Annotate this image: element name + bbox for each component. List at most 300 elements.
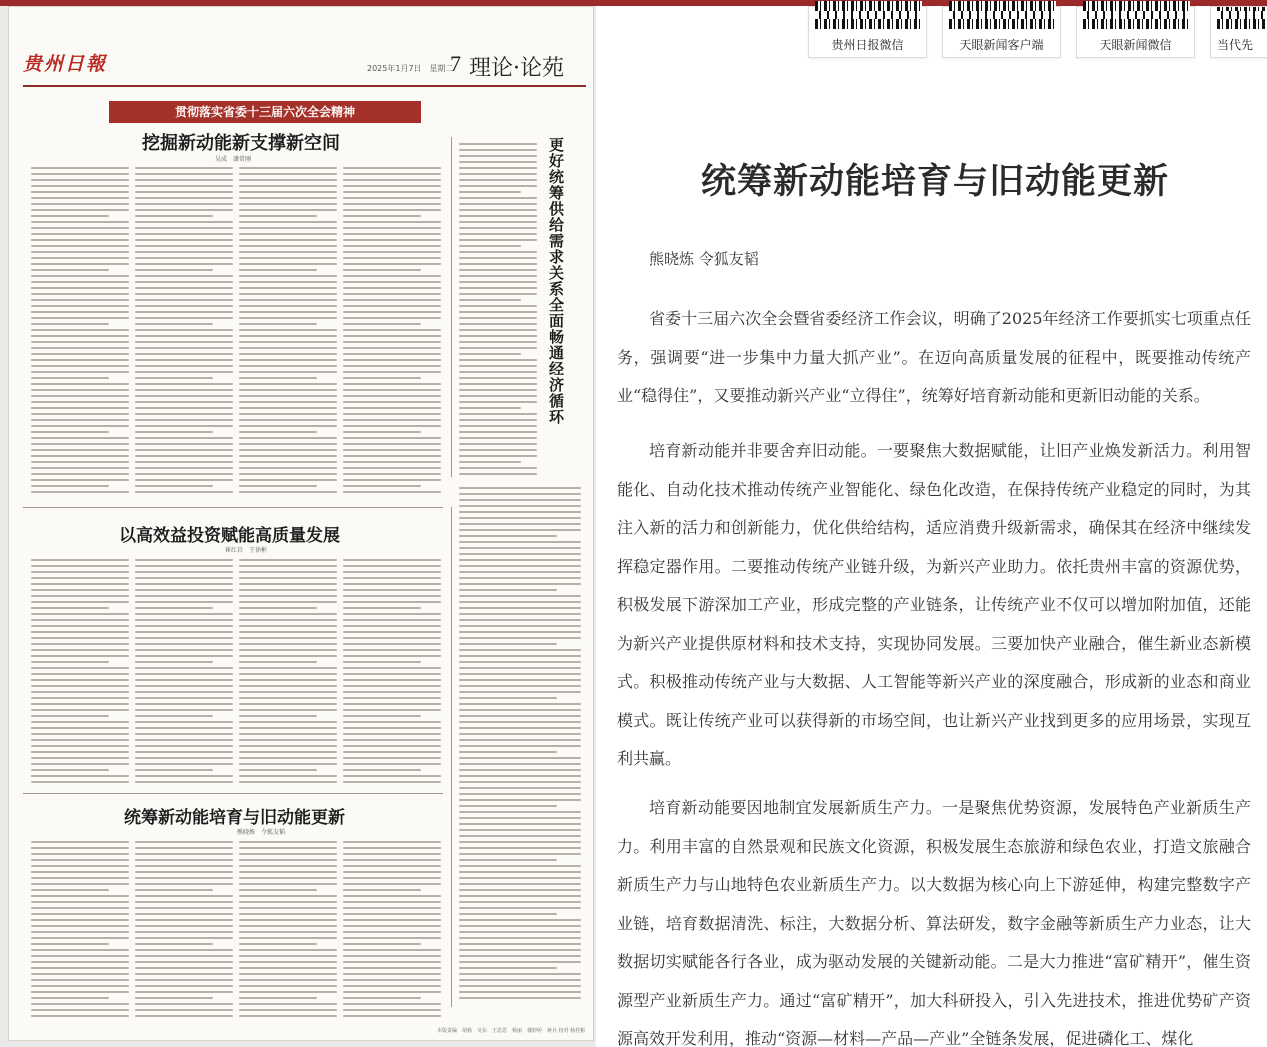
text-line-placeholder: [239, 619, 337, 621]
text-line-placeholder: [135, 889, 213, 891]
text-line-placeholder: [31, 925, 129, 927]
text-line-placeholder: [31, 937, 129, 939]
text-line-placeholder: [343, 775, 441, 777]
text-line-placeholder: [239, 637, 337, 639]
article-3-headline[interactable]: 统筹新动能培育与旧动能更新: [124, 808, 345, 828]
text-line-placeholder: [135, 781, 233, 783]
text-line-placeholder: [135, 383, 233, 385]
article-3-col-3[interactable]: [239, 841, 337, 1021]
text-line-placeholder: [239, 583, 337, 585]
text-line-placeholder: [343, 257, 441, 259]
text-line-placeholder: [135, 377, 213, 379]
text-line-placeholder: [31, 437, 129, 439]
text-line-placeholder: [239, 347, 337, 349]
text-line-placeholder: [239, 727, 337, 729]
text-line-placeholder: [31, 961, 129, 963]
text-line-placeholder: [31, 347, 129, 349]
text-line-placeholder: [31, 775, 129, 777]
text-line-placeholder: [135, 577, 233, 579]
text-line-placeholder: [31, 895, 129, 897]
column-divider: [451, 507, 452, 1007]
text-line-placeholder: [135, 443, 233, 445]
text-line-placeholder: [459, 961, 581, 963]
text-line-placeholder: [239, 769, 317, 771]
text-line-placeholder: [239, 859, 337, 861]
text-line-placeholder: [31, 311, 129, 313]
text-line-placeholder: [31, 263, 129, 265]
text-line-placeholder: [135, 461, 233, 463]
text-line-placeholder: [31, 365, 129, 367]
text-line-placeholder: [135, 263, 233, 265]
text-line-placeholder: [31, 287, 129, 289]
qr-code-icon: [815, 1, 922, 29]
text-line-placeholder: [459, 395, 537, 397]
text-line-placeholder: [31, 559, 129, 561]
text-line-placeholder: [135, 473, 233, 475]
text-line-placeholder: [31, 871, 129, 873]
text-line-placeholder: [459, 263, 537, 265]
text-line-placeholder: [343, 215, 421, 217]
text-line-placeholder: [459, 979, 581, 981]
text-line-placeholder: [239, 239, 337, 241]
text-line-placeholder: [135, 1003, 233, 1005]
text-line-placeholder: [31, 1003, 129, 1005]
text-line-placeholder: [135, 281, 233, 283]
text-line-placeholder: [239, 305, 337, 307]
text-line-placeholder: [31, 185, 129, 187]
text-line-placeholder: [239, 925, 337, 927]
text-line-placeholder: [135, 907, 233, 909]
text-line-placeholder: [459, 455, 537, 457]
text-line-placeholder: [239, 967, 337, 969]
text-line-placeholder: [135, 317, 233, 319]
text-line-placeholder: [343, 589, 441, 591]
text-line-placeholder: [135, 571, 233, 573]
text-line-placeholder: [239, 365, 337, 367]
text-line-placeholder: [135, 275, 233, 277]
text-line-placeholder: [239, 257, 337, 259]
text-line-placeholder: [31, 419, 129, 421]
text-line-placeholder: [135, 215, 213, 217]
text-line-placeholder: [135, 1009, 233, 1011]
text-line-placeholder: [239, 679, 337, 681]
text-line-placeholder: [343, 997, 421, 999]
text-line-placeholder: [31, 955, 129, 957]
section-divider: [23, 507, 443, 508]
qr-code-label: 天眼新闻微信: [1099, 38, 1172, 52]
text-line-placeholder: [31, 425, 129, 427]
text-line-placeholder: [343, 395, 441, 397]
text-line-placeholder: [135, 341, 233, 343]
text-line-placeholder: [459, 685, 581, 687]
text-line-placeholder: [135, 203, 233, 205]
text-line-placeholder: [459, 335, 537, 337]
text-line-placeholder: [239, 395, 337, 397]
text-line-placeholder: [135, 565, 233, 567]
text-line-placeholder: [343, 371, 441, 373]
text-line-placeholder: [459, 517, 581, 519]
text-line-placeholder: [459, 697, 557, 699]
text-line-placeholder: [135, 437, 233, 439]
text-line-placeholder: [31, 571, 129, 573]
text-line-placeholder: [343, 293, 441, 295]
text-line-placeholder: [459, 535, 557, 537]
text-line-placeholder: [459, 269, 537, 271]
text-line-placeholder: [459, 425, 537, 427]
text-line-placeholder: [239, 655, 337, 657]
text-line-placeholder: [459, 419, 537, 421]
text-line-placeholder: [239, 949, 337, 951]
text-line-placeholder: [31, 673, 129, 675]
text-line-placeholder: [239, 757, 337, 759]
article-2-col-2[interactable]: [135, 559, 233, 787]
text-line-placeholder: [459, 317, 537, 319]
text-line-placeholder: [343, 979, 441, 981]
text-line-placeholder: [459, 715, 581, 717]
text-line-placeholder: [459, 413, 537, 415]
text-line-placeholder: [135, 583, 233, 585]
text-line-placeholder: [459, 907, 581, 909]
text-line-placeholder: [343, 245, 441, 247]
text-line-placeholder: [459, 913, 557, 915]
text-line-placeholder: [459, 227, 537, 229]
article-1-col-4[interactable]: [343, 167, 441, 497]
article-3-col-4[interactable]: [343, 841, 441, 1021]
text-line-placeholder: [343, 973, 441, 975]
text-line-placeholder: [459, 841, 581, 843]
qr-code-icon: [949, 1, 1056, 29]
text-line-placeholder: [239, 931, 337, 933]
text-line-placeholder: [135, 269, 213, 271]
text-line-placeholder: [459, 347, 537, 349]
text-line-placeholder: [239, 625, 337, 627]
text-line-placeholder: [135, 299, 233, 301]
text-line-placeholder: [459, 739, 581, 741]
article-authors: 熊晓炼 令狐友韬: [649, 250, 759, 268]
text-line-placeholder: [459, 449, 537, 451]
text-line-placeholder: [135, 221, 233, 223]
text-line-placeholder: [31, 275, 129, 277]
text-line-placeholder: [239, 293, 337, 295]
text-line-placeholder: [239, 407, 337, 409]
newspaper-page[interactable]: [8, 6, 594, 1041]
text-line-placeholder: [135, 715, 213, 717]
text-line-placeholder: [343, 757, 441, 759]
text-line-placeholder: [135, 185, 233, 187]
text-line-placeholder: [31, 239, 129, 241]
text-line-placeholder: [31, 931, 129, 933]
text-line-placeholder: [343, 287, 441, 289]
text-line-placeholder: [31, 269, 109, 271]
text-line-placeholder: [31, 191, 129, 193]
text-line-placeholder: [135, 955, 233, 957]
text-line-placeholder: [459, 589, 557, 591]
text-line-placeholder: [343, 691, 441, 693]
text-line-placeholder: [343, 209, 441, 211]
text-line-placeholder: [135, 997, 213, 999]
text-line-placeholder: [239, 359, 337, 361]
text-line-placeholder: [135, 407, 233, 409]
text-line-placeholder: [343, 661, 421, 663]
text-line-placeholder: [135, 167, 233, 169]
text-line-placeholder: [31, 781, 129, 783]
sidebar-article-col-2[interactable]: [459, 487, 581, 1003]
text-line-placeholder: [239, 269, 317, 271]
text-line-placeholder: [135, 293, 233, 295]
text-line-placeholder: [31, 467, 129, 469]
article-3-col-2[interactable]: [135, 841, 233, 1021]
text-line-placeholder: [343, 179, 441, 181]
text-line-placeholder: [239, 377, 317, 379]
text-line-placeholder: [135, 667, 233, 669]
text-line-placeholder: [31, 1009, 129, 1011]
text-line-placeholder: [459, 727, 581, 729]
text-line-placeholder: [239, 485, 317, 487]
text-line-placeholder: [135, 419, 233, 421]
text-line-placeholder: [459, 799, 581, 801]
text-line-placeholder: [343, 401, 441, 403]
qr-code-card[interactable]: [1076, 6, 1195, 58]
article-2-col-1[interactable]: [31, 559, 129, 787]
text-line-placeholder: [239, 371, 337, 373]
text-line-placeholder: [135, 425, 233, 427]
text-line-placeholder: [459, 613, 581, 615]
text-line-placeholder: [31, 913, 129, 915]
text-line-placeholder: [343, 491, 441, 493]
article-2-col-4[interactable]: [343, 559, 441, 787]
text-line-placeholder: [459, 311, 537, 313]
text-line-placeholder: [459, 323, 537, 325]
text-line-placeholder: [459, 709, 581, 711]
text-line-placeholder: [239, 401, 337, 403]
text-line-placeholder: [343, 859, 441, 861]
text-line-placeholder: [459, 431, 537, 433]
text-line-placeholder: [135, 733, 233, 735]
text-line-placeholder: [239, 461, 337, 463]
text-line-placeholder: [459, 973, 581, 975]
text-line-placeholder: [239, 173, 337, 175]
text-line-placeholder: [459, 221, 537, 223]
qr-code-label: 当代先: [1217, 38, 1254, 52]
text-line-placeholder: [31, 745, 129, 747]
text-line-placeholder: [343, 455, 441, 457]
article-2-col-3[interactable]: [239, 559, 337, 787]
text-line-placeholder: [239, 871, 337, 873]
text-line-placeholder: [459, 149, 537, 151]
text-line-placeholder: [31, 317, 129, 319]
text-line-placeholder: [239, 997, 317, 999]
text-line-placeholder: [31, 461, 129, 463]
text-line-placeholder: [343, 583, 441, 585]
vertical-headline[interactable]: 更好统筹供给需求关系全面畅通经济循环: [547, 137, 565, 425]
text-line-placeholder: [343, 233, 441, 235]
text-line-placeholder: [31, 479, 129, 481]
text-line-placeholder: [135, 323, 213, 325]
text-line-placeholder: [239, 335, 337, 337]
sidebar-article-col[interactable]: [459, 143, 537, 479]
text-line-placeholder: [343, 679, 441, 681]
text-line-placeholder: [459, 631, 581, 633]
text-line-placeholder: [239, 607, 317, 609]
text-line-placeholder: [31, 943, 109, 945]
text-line-placeholder: [343, 305, 441, 307]
text-line-placeholder: [31, 655, 129, 657]
text-line-placeholder: [239, 841, 337, 843]
text-line-placeholder: [135, 329, 233, 331]
text-line-placeholder: [459, 401, 537, 403]
text-line-placeholder: [459, 359, 537, 361]
text-line-placeholder: [343, 667, 441, 669]
text-line-placeholder: [239, 979, 337, 981]
text-line-placeholder: [343, 173, 441, 175]
text-line-placeholder: [343, 889, 421, 891]
text-line-placeholder: [459, 161, 537, 163]
text-line-placeholder: [239, 275, 337, 277]
text-line-placeholder: [459, 871, 581, 873]
text-line-placeholder: [459, 407, 521, 409]
text-line-placeholder: [239, 715, 317, 717]
text-line-placeholder: [135, 449, 233, 451]
text-line-placeholder: [31, 853, 129, 855]
text-line-placeholder: [459, 643, 557, 645]
text-line-placeholder: [343, 715, 421, 717]
article-1-headline[interactable]: 挖掘新动能新支撑新空间: [142, 133, 340, 154]
text-line-placeholder: [343, 377, 421, 379]
text-line-placeholder: [343, 943, 421, 945]
text-line-placeholder: [135, 913, 233, 915]
text-line-placeholder: [459, 191, 521, 193]
text-line-placeholder: [135, 871, 233, 873]
article-1-col-2[interactable]: [135, 167, 233, 497]
text-line-placeholder: [343, 847, 441, 849]
article-paragraph: 培育新动能要因地制宜发展新质生产力。一是聚焦优势资源，发展特色产业新质生产力。利用丰富的自然景观和民族文化资源，积极发展生态旅游和绿色农业，打造文旅融合新质生产力与山地特色农业新质生产力。以大数据为核心向上下游延伸，构建完整数字产业链，培育数据清洗、标注，大数据分析、算法研发，数字金融等新质生产力业态，让大数据切实赋能各行各业，成为驱动发展的关键新动能。二是大力推进“富矿精开”，催生资源型产业新质生产力。通过“富矿精开”，加大科研投入，引入先进技术，推进优势矿产资源高效开发利用，推动“资源—材料—产品—产业”全链条发展，促进磷化工、煤化: [617, 798, 1251, 1047]
text-line-placeholder: [31, 877, 129, 879]
text-line-placeholder: [239, 559, 337, 561]
text-line-placeholder: [459, 637, 581, 639]
topic-banner: 贯彻落实省委十三届六次全会精神: [109, 101, 421, 123]
text-line-placeholder: [31, 227, 129, 229]
text-line-placeholder: [31, 449, 129, 451]
article-1-col-3[interactable]: [239, 167, 337, 497]
text-line-placeholder: [459, 931, 581, 933]
text-line-placeholder: [459, 257, 537, 259]
text-line-placeholder: [31, 389, 129, 391]
qr-code-card[interactable]: [1210, 6, 1267, 58]
text-line-placeholder: [31, 973, 129, 975]
text-line-placeholder: [135, 847, 233, 849]
text-line-placeholder: [239, 853, 337, 855]
text-line-placeholder: [31, 709, 129, 711]
text-line-placeholder: [459, 209, 537, 211]
text-line-placeholder: [459, 919, 581, 921]
text-line-placeholder: [459, 943, 581, 945]
text-line-placeholder: [459, 467, 537, 469]
text-line-placeholder: [459, 889, 581, 891]
text-line-placeholder: [459, 511, 581, 513]
article-2-headline[interactable]: 以高效益投资赋能高质量发展: [119, 526, 340, 546]
qr-code-card[interactable]: [808, 6, 927, 58]
text-line-placeholder: [31, 335, 129, 337]
text-line-placeholder: [459, 499, 581, 501]
text-line-placeholder: [459, 287, 537, 289]
text-line-placeholder: [31, 401, 129, 403]
text-line-placeholder: [135, 209, 233, 211]
text-line-placeholder: [459, 649, 581, 651]
text-line-placeholder: [135, 347, 233, 349]
text-line-placeholder: [31, 173, 129, 175]
text-line-placeholder: [343, 359, 441, 361]
text-line-placeholder: [459, 691, 581, 693]
text-line-placeholder: [239, 709, 337, 711]
text-line-placeholder: [239, 383, 337, 385]
text-line-placeholder: [343, 697, 441, 699]
text-line-placeholder: [459, 853, 581, 855]
text-line-placeholder: [135, 625, 233, 627]
text-line-placeholder: [135, 727, 233, 729]
article-1-col-1[interactable]: [31, 167, 129, 497]
text-line-placeholder: [239, 955, 337, 957]
text-line-placeholder: [135, 479, 233, 481]
text-line-placeholder: [31, 443, 129, 445]
text-line-placeholder: [343, 613, 441, 615]
text-line-placeholder: [459, 655, 581, 657]
article-3-col-1[interactable]: [31, 841, 129, 1021]
text-line-placeholder: [459, 865, 581, 867]
text-line-placeholder: [135, 877, 233, 879]
text-line-placeholder: [135, 967, 233, 969]
text-line-placeholder: [343, 907, 441, 909]
text-line-placeholder: [343, 703, 441, 705]
text-line-placeholder: [343, 335, 441, 337]
text-line-placeholder: [135, 973, 233, 975]
text-line-placeholder: [135, 859, 233, 861]
text-line-placeholder: [343, 967, 441, 969]
text-line-placeholder: [135, 1015, 233, 1017]
text-line-placeholder: [459, 553, 581, 555]
text-line-placeholder: [31, 473, 129, 475]
text-line-placeholder: [31, 631, 129, 633]
text-line-placeholder: [135, 721, 233, 723]
text-line-placeholder: [31, 395, 129, 397]
text-line-placeholder: [135, 685, 233, 687]
text-line-placeholder: [239, 751, 337, 753]
text-line-placeholder: [31, 997, 109, 999]
text-line-placeholder: [459, 859, 557, 861]
text-line-placeholder: [31, 353, 129, 355]
text-line-placeholder: [343, 571, 441, 573]
text-line-placeholder: [135, 413, 233, 415]
text-line-placeholder: [343, 763, 441, 765]
text-line-placeholder: [239, 901, 337, 903]
text-line-placeholder: [239, 329, 337, 331]
text-line-placeholder: [31, 607, 109, 609]
text-line-placeholder: [239, 1003, 337, 1005]
qr-code-card[interactable]: [942, 6, 1061, 58]
text-line-placeholder: [239, 943, 317, 945]
text-line-placeholder: [135, 937, 233, 939]
text-line-placeholder: [135, 979, 233, 981]
text-line-placeholder: [31, 727, 129, 729]
text-line-placeholder: [135, 949, 233, 951]
text-line-placeholder: [135, 227, 233, 229]
text-line-placeholder: [239, 263, 337, 265]
text-line-placeholder: [459, 967, 557, 969]
text-line-placeholder: [135, 233, 233, 235]
text-line-placeholder: [239, 973, 337, 975]
text-line-placeholder: [459, 805, 557, 807]
text-line-placeholder: [343, 739, 441, 741]
text-line-placeholder: [343, 955, 441, 957]
